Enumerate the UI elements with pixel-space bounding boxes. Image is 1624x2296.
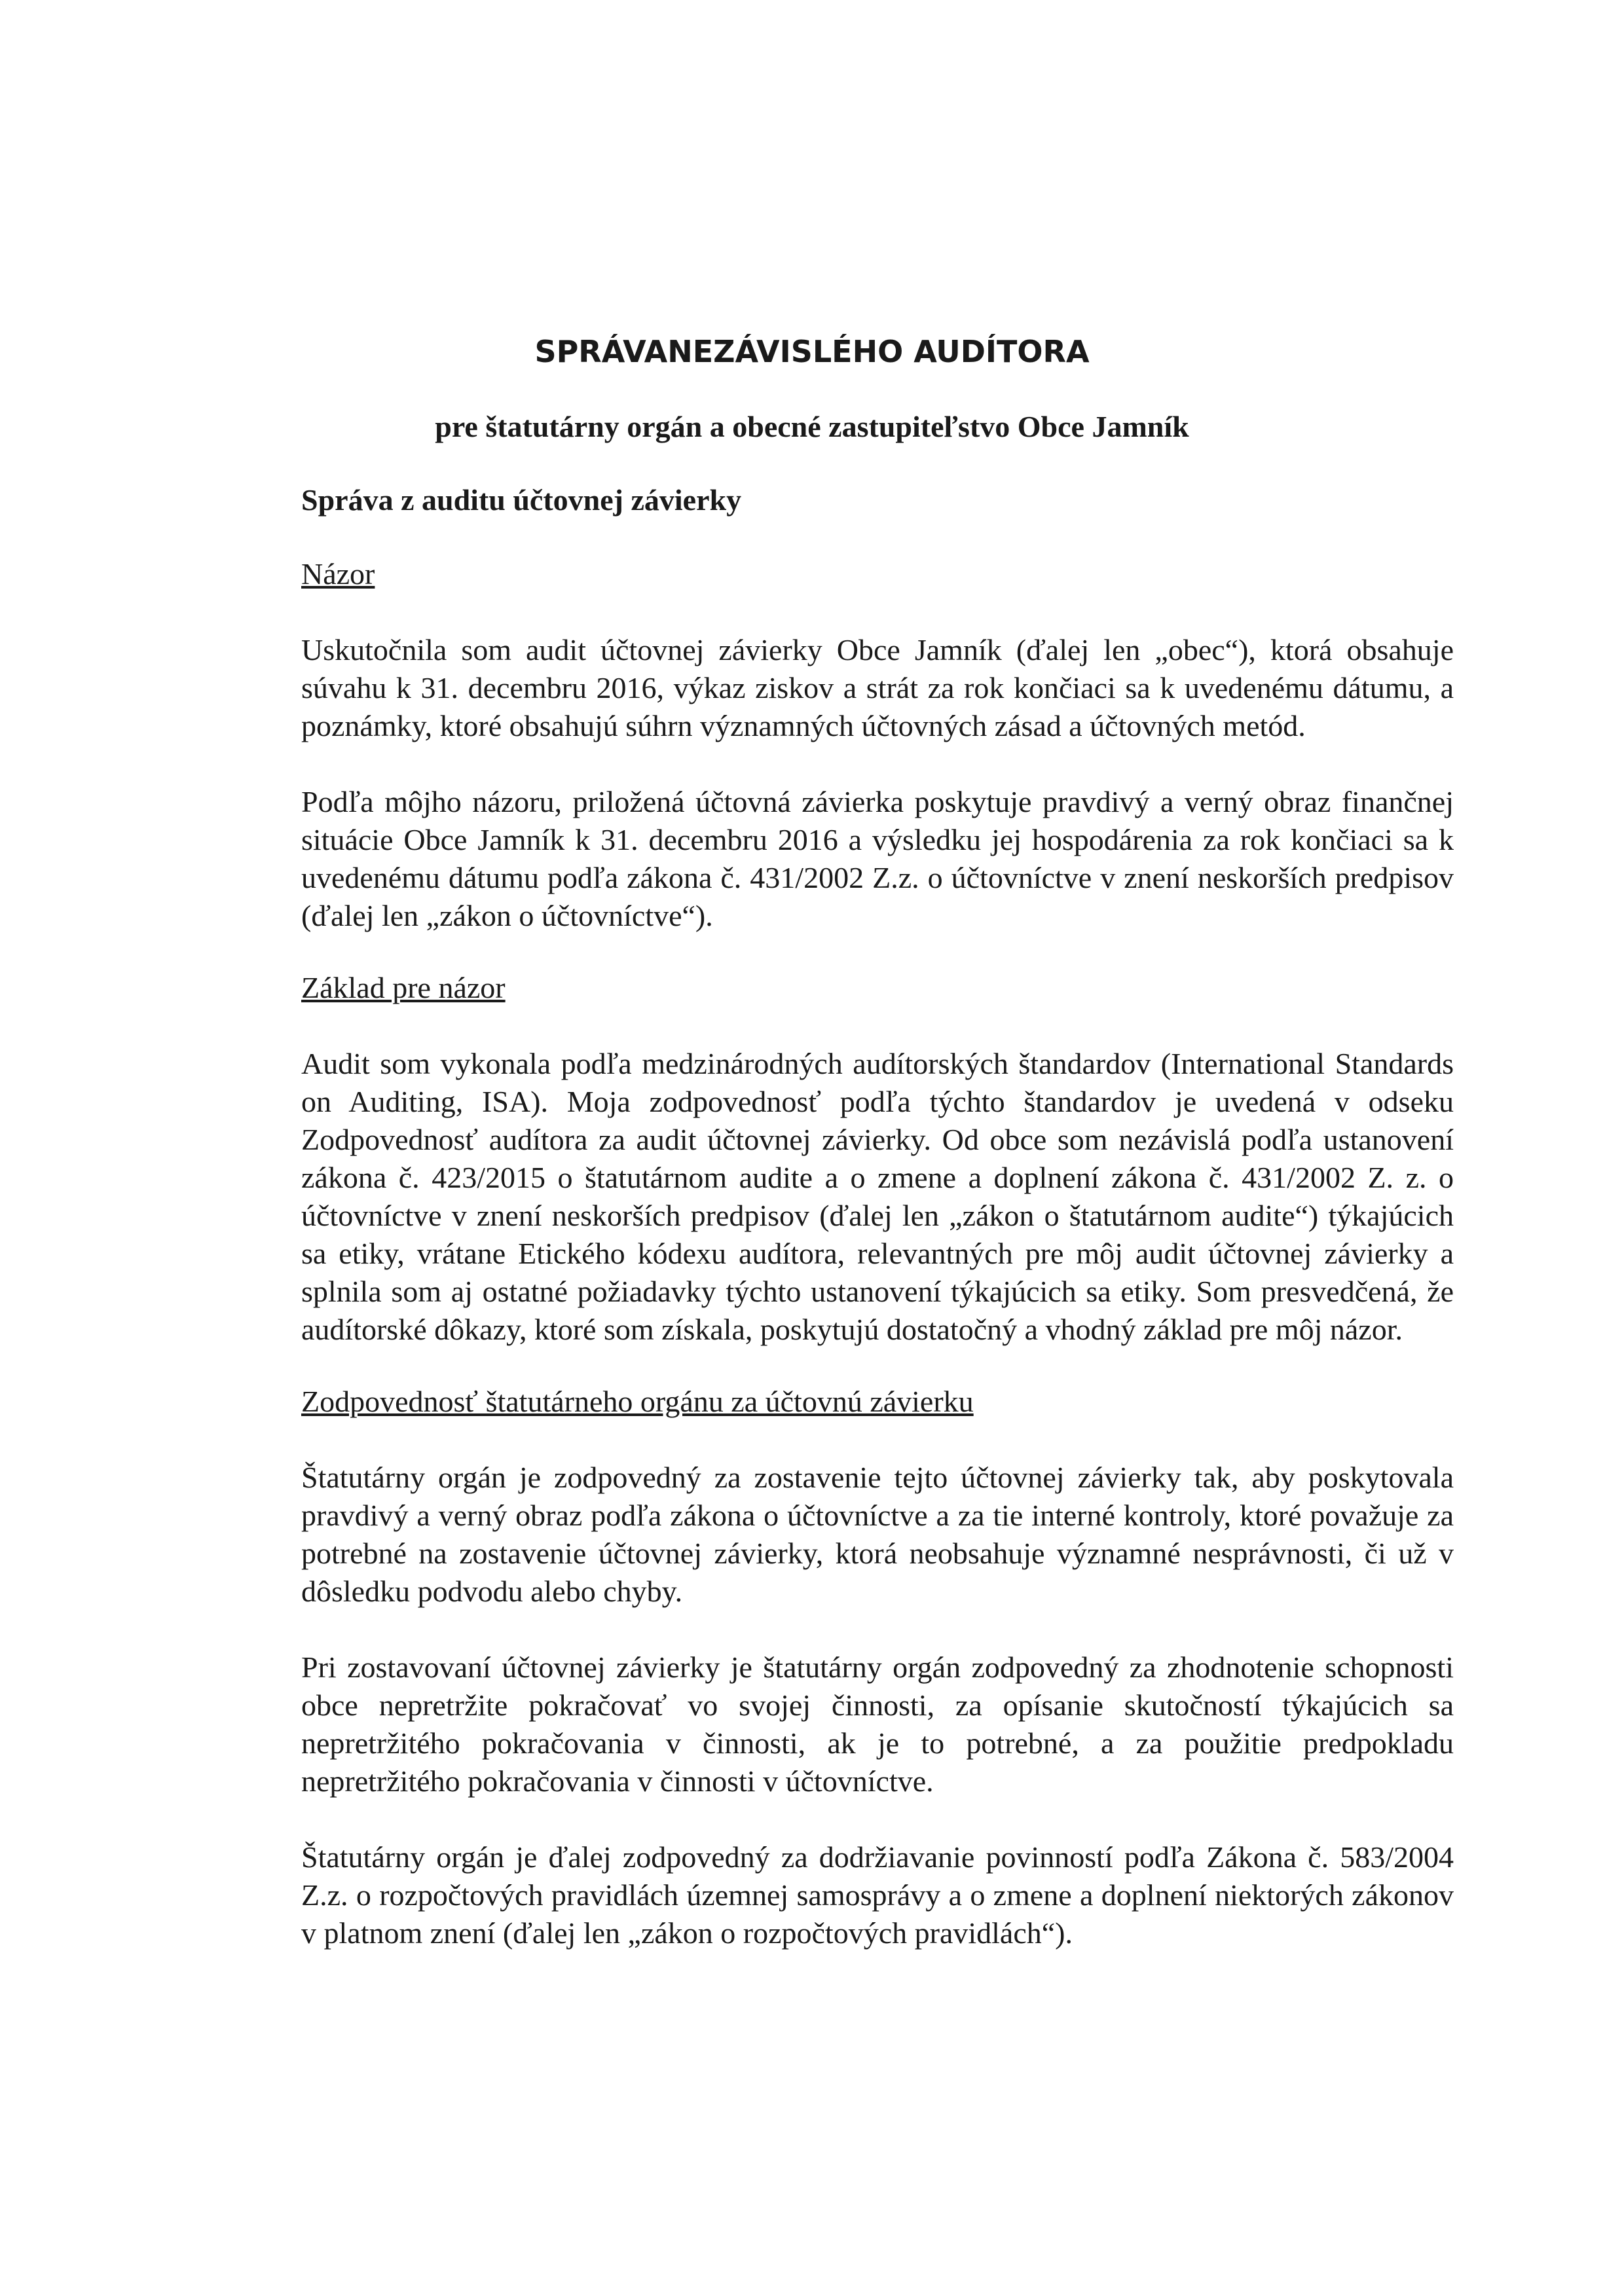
- paragraph-responsibility-1: Štatutárny orgán je zodpovedný za zostavenie tejto účtovnej závierky tak, aby poskytovala pravdivý a verný obraz podľa zákona o účtovníctve a za tie interné kontroly, ktoré považuje za potrebné na zostavenie účtovnej závierky, ktorá neobsahuje významné nesprávnosti, či už v dôsledku podvodu alebo chyby.: [301, 1461, 1454, 1608]
- section-opinion: [301, 555, 1454, 935]
- heading-opinion: Názor: [301, 557, 375, 591]
- heading-statutory-responsibility: Zodpovednosť štatutárneho orgánu za účtovnú závierku: [301, 1385, 974, 1418]
- paragraph-responsibility-2: Pri zostavovaní účtovnej závierky je štatutárny orgán zodpovedný za zhodnotenie schopnosti obce nepretržite pokračovať vo svojej činnosti, za opísanie skutočností týkajúcich sa nepretržitého pokračovania v činnosti, ak je to potrebné, a za použitie predpokladu nepretržitého pokračovania v činnosti v účtovníctve.: [301, 1650, 1454, 1798]
- section-statutory-responsibility: [301, 1383, 1454, 1952]
- section-title: Správa z auditu účtovnej závierky: [301, 483, 742, 517]
- report-title: SPRÁVANEZÁVISLÉHO AUDÍTORA: [534, 334, 1090, 369]
- paragraph-responsibility-3: Štatutárny orgán je ďalej zodpovedný za dodržiavanie povinností podľa Zákona č. 583/2004 Z.z. o rozpočtových pravidlách územnej samosprávy a o zmene a doplnení niektorých zákonov v platnom znení (ďalej len „zákon o rozpočtových pravidlách“).: [301, 1840, 1454, 1950]
- report-subtitle: pre štatutárny orgán a obecné zastupiteľstvo Obce Jamník: [435, 410, 1189, 443]
- report-body: [301, 481, 1454, 1990]
- paragraph-basis-1: Audit som vykonala podľa medzinárodných audítorských štandardov (International Standards on Auditing, ISA). Moja zodpovednosť podľa týchto štandardov je uvedená v odseku Zodpovednosť audítora za audit účtovnej závierky. Od obce som nezávislá podľa ustanovení zákona č. 423/2015 o štatutárnom audite a o zmene a doplnení zákona č. 431/2002 Z. z. o účtovníctve v znení neskorších predpisov (ďalej len „zákon o štatutárnom audite“) týkajúcich sa etiky, vrátane Etického kódexu audítora, relevantných pre môj audit účtovnej závierky a splnila som aj ostatné požiadavky týchto ustanovení týkajúcich sa etiky. Som presvedčená, že audítorské dôkazy, ktoré som získala, poskytujú dostatočný a vhodný základ pre môj názor.: [301, 1047, 1454, 1346]
- heading-basis-for-opinion: Základ pre názor: [301, 971, 506, 1004]
- paragraph-opinion-2: Podľa môjho názoru, priložená účtovná závierka poskytuje pravdivý a verný obraz finančnej situácie Obce Jamník k 31. decembru 2016 a výsledku jej hospodárenia za rok končiaci sa k uvedenému dátumu podľa zákona č. 431/2002 Z.z. o účtovníctve v znení neskorších predpisov (ďalej len „zákon o účtovníctve“).: [301, 785, 1454, 932]
- paragraph-opinion-1: Uskutočnila som audit účtovnej závierky Obce Jamník (ďalej len „obec“), ktorá obsahuje súvahu k 31. decembru 2016, výkaz ziskov a strát za rok končiaci sa k uvedenému dátumu, a poznámky, ktoré obsahujú súhrn významných účtovných zásad a účtovných metód.: [301, 633, 1454, 742]
- section-basis-for-opinion: [301, 969, 1454, 1349]
